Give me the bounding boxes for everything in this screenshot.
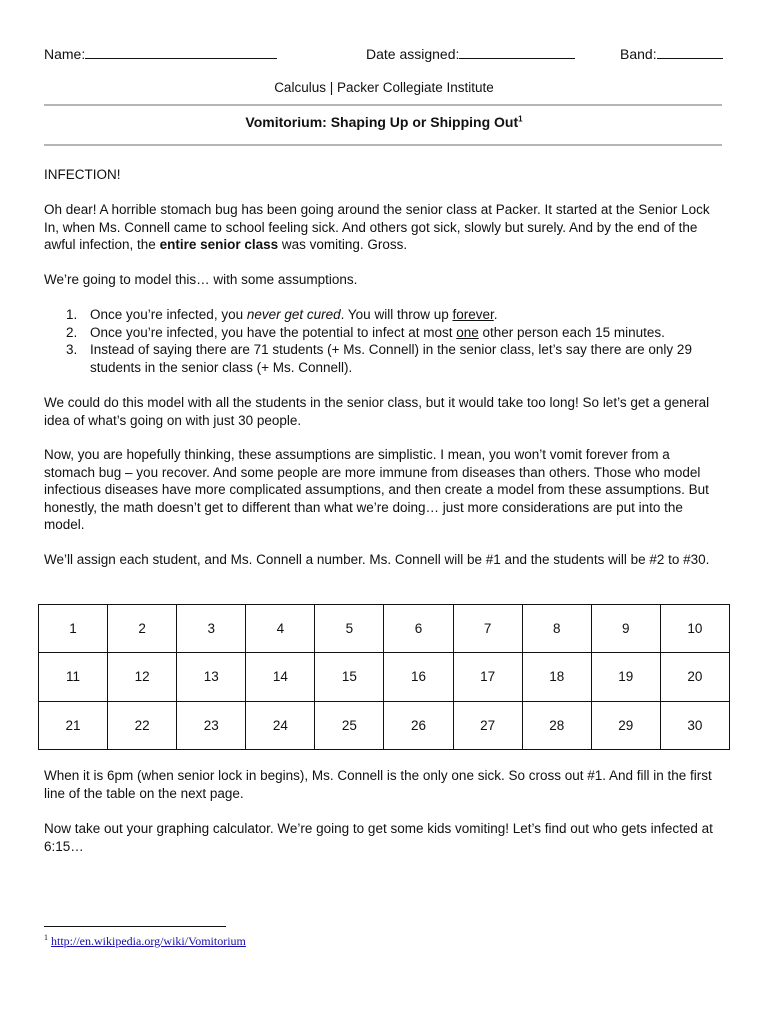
intro-text-before: Oh dear! A horrible stomach bug has been going around the senior class at Packer. It started at the Senior Lock In, when Ms. Connell came to school feeling sick. And others got sick, slowly but surely. And by the end of the awful infection, the <box>44 202 710 252</box>
date-assigned-label: Date assigned: <box>366 46 460 62</box>
grid-cell[interactable]: 22 <box>108 701 177 749</box>
assumption-text: other person each 15 minutes. <box>478 324 665 340</box>
course-subtitle: Calculus | Packer Collegiate Institute <box>274 80 494 95</box>
grid-cell[interactable]: 25 <box>315 701 384 749</box>
footnote <box>44 933 246 949</box>
title-footnote-mark: 1 <box>518 114 523 124</box>
band-field[interactable] <box>620 44 723 62</box>
grid-cell[interactable]: 13 <box>177 653 246 701</box>
grid-cell[interactable]: 5 <box>315 605 384 653</box>
grid-cell[interactable]: 8 <box>522 605 591 653</box>
name-field[interactable] <box>44 44 277 62</box>
grid-cell[interactable]: 9 <box>591 605 660 653</box>
grid-cell[interactable]: 19 <box>591 653 660 701</box>
assumption-text: . You will throw up <box>340 307 453 322</box>
grid-cell[interactable]: 10 <box>660 605 729 653</box>
grid-cell[interactable]: 24 <box>246 701 315 749</box>
grid-cell[interactable]: 17 <box>453 653 522 701</box>
grid-cell[interactable]: 23 <box>177 701 246 749</box>
grid-cell[interactable]: 27 <box>453 701 522 749</box>
name-blank[interactable] <box>85 44 277 59</box>
grid-cell[interactable]: 7 <box>453 605 522 653</box>
assumption-text: Once you’re infected, you <box>90 307 247 322</box>
grid-cell[interactable]: 18 <box>522 653 591 701</box>
assumption-italic: never get cured <box>246 307 341 322</box>
grid-cell[interactable]: 2 <box>108 605 177 653</box>
assumption-item <box>66 324 726 342</box>
six-pm-paragraph: When it is 6pm (when senior lock in begins), Ms. Connell is the only one sick. So cross out #1. And fill in the first line of the table on the next page. <box>44 768 712 801</box>
grid-cell[interactable]: 14 <box>246 653 315 701</box>
intro-text-after: was vomiting. Gross. <box>278 237 408 252</box>
grid-row <box>39 605 730 653</box>
assumption-number: 3. <box>66 342 78 357</box>
assumption-item <box>66 341 726 376</box>
assumption-underline: forever <box>452 307 494 322</box>
grid-cell[interactable]: 26 <box>384 701 453 749</box>
assumption-item <box>66 306 726 324</box>
title-text: Vomitorium: Shaping Up or Shipping Out <box>245 114 519 130</box>
simplistic-paragraph: Now, you are hopefully thinking, these assumptions are simplistic. I mean, you won’t vomit forever from a stomach bug – you recover. And some people are more immune from diseases than others. Those who model infectious diseases have more complicated assumptions, and then create a model from these assumptions. But honestly, the math doesn’t get to different than what we’re doing… just more considerations are put into the model. <box>44 447 709 532</box>
grid-cell[interactable]: 30 <box>660 701 729 749</box>
intro-paragraph <box>44 201 724 254</box>
grid-cell[interactable]: 29 <box>591 701 660 749</box>
model-intro: We’re going to model this… with some assumptions. <box>44 272 358 287</box>
assumption-underline: one <box>456 324 479 340</box>
grid-cell[interactable]: 20 <box>660 653 729 701</box>
grid-cell[interactable]: 4 <box>246 605 315 653</box>
worksheet-title <box>0 114 768 130</box>
date-assigned-blank[interactable] <box>459 44 575 59</box>
assign-numbers-paragraph: We’ll assign each student, and Ms. Connell a number. Ms. Connell will be #1 and the students will be #2 to #30. <box>44 552 710 567</box>
all-students-paragraph: We could do this model with all the students in the senior class, but it would take too long! So let’s get a general idea of what’s going on with just 30 people. <box>44 395 710 428</box>
top-divider <box>44 104 722 106</box>
band-blank[interactable] <box>657 44 723 59</box>
name-label: Name: <box>44 46 86 62</box>
footnote-mark: 1 <box>44 933 48 942</box>
grid-cell[interactable]: 3 <box>177 605 246 653</box>
grid-cell[interactable]: 28 <box>522 701 591 749</box>
assumption-number: 2. <box>66 324 78 340</box>
grid-cell[interactable]: 6 <box>384 605 453 653</box>
grid-row <box>39 701 730 749</box>
grid-cell[interactable]: 16 <box>384 653 453 701</box>
bottom-divider <box>44 144 722 146</box>
grid-row <box>39 653 730 701</box>
assumption-text: Instead of saying there are 71 students (+ Ms. Connell) in the senior class, let’s say there are only 29 students in the senior class (+ Ms. Connell). <box>90 342 692 375</box>
footnote-divider <box>44 926 226 927</box>
grid-cell[interactable]: 11 <box>39 653 108 701</box>
assumption-number: 1. <box>66 307 78 322</box>
footnote-link[interactable]: http://en.wikipedia.org/wiki/Vomitorium <box>51 934 246 948</box>
calculator-paragraph: Now take out your graphing calculator. We’re going to get some kids vomiting! Let’s find out who gets infected at 6:15… <box>44 821 713 854</box>
intro-bold-text: entire senior class <box>159 237 279 252</box>
assumption-text: . <box>493 307 498 322</box>
grid-cell[interactable]: 12 <box>108 653 177 701</box>
section-heading: INFECTION! <box>44 167 121 182</box>
assumptions-list <box>66 306 726 376</box>
date-assigned-field[interactable] <box>366 44 575 62</box>
assumption-text: Once you’re infected, you have the potential to infect at most <box>90 324 457 340</box>
grid-cell[interactable]: 1 <box>39 605 108 653</box>
grid-cell[interactable]: 15 <box>315 653 384 701</box>
band-label: Band: <box>620 46 657 62</box>
grid-cell[interactable]: 21 <box>39 701 108 749</box>
student-number-grid <box>38 604 730 750</box>
